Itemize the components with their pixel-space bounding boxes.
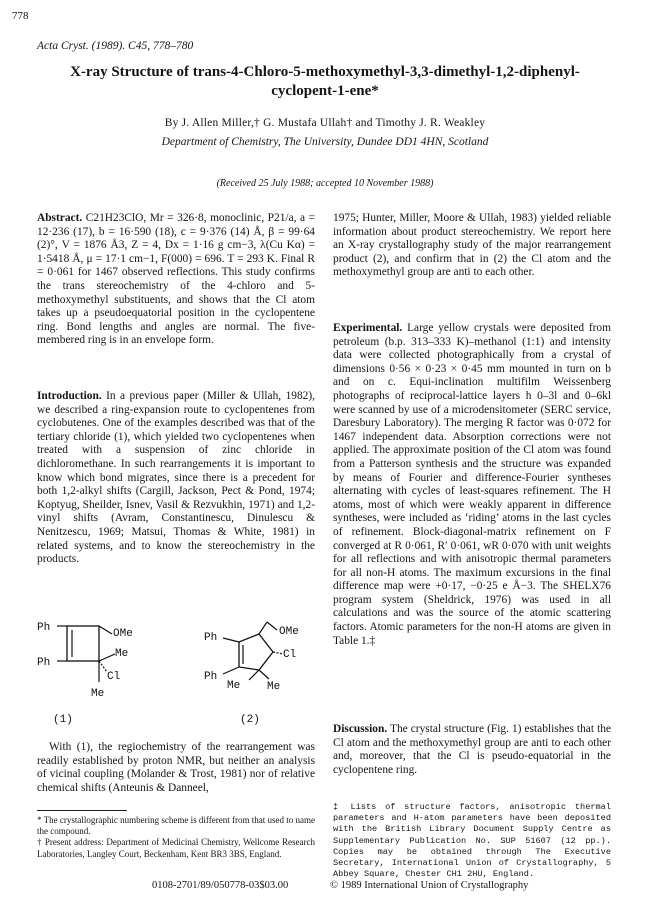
copyright: © 1989 International Union of Crystallography — [330, 880, 529, 891]
article-title — [20, 63, 630, 101]
c1-me-lower: Me — [91, 688, 105, 700]
reaction-scheme — [37, 612, 315, 734]
c2-ph-top: Ph — [204, 632, 218, 644]
c2-ome: OMe — [279, 626, 299, 638]
compound-2-label: (2) — [240, 714, 260, 726]
page-number: 778 — [12, 10, 29, 22]
abstract-text: C21H23ClO, Mr = 326·8, monoclinic, P21/a, a = 12·236 (17), b = 16·590 (18), c = 9·376 (14) Å, β = 99·64 (2)°, V = 1876 Å3, Z = 4, Dx = 1·16 g cm−3, λ(Cu Kα) = 1·5418 Å, μ = 17·1 cm−1, F(000) = 696. T = 293 K. Final R = 0·061 for 1467 observed reflections. This study confirms the trans stereochemistry of the 4-chloro and 5-methoxymethyl substituents, and shows that the Cl atom takes up a pseudoequatorial position in the cyclopentene ring. Bond lengths and angles are normal. The five-membered ring is in an envelope form. — [37, 212, 315, 347]
c1-me-upper: Me — [115, 648, 129, 660]
introduction-section — [37, 390, 315, 567]
c1-ph-top: Ph — [37, 622, 51, 634]
discussion-section — [333, 723, 611, 777]
footnote-divider — [37, 810, 127, 811]
c1-ome: OMe — [113, 628, 133, 640]
right-top-paragraph: 1975; Hunter, Miller, Moore & Ullah, 1983) yielded reliable information about product stereochemistry. We report here an X-ray crystallography study of the major rearrangement product (2), and confirm that in (2) the Cl atom and the methoxymethyl group are anti to each other. — [333, 212, 611, 279]
discussion-label: Discussion. — [333, 723, 388, 735]
right-footnote: ‡ Lists of structure factors, anisotropic thermal parameters and H-atom parameters have been deposited with the British Library Document Supply Centre as Supplementary Publication No. SUP 51607 (12 pp.). Copies may be obtained through The Executive Secretary, International Union of Crystallography, 5 Abbey Square, Chester CH1 2HU, England. — [333, 802, 611, 880]
received-dates: (Received 25 July 1988; accepted 10 November 1988) — [216, 178, 434, 189]
c2-cl: Cl — [283, 649, 297, 661]
issn-price: 0108-2701/89/050778-03$03.00 — [152, 880, 289, 891]
abstract-label: Abstract. — [37, 212, 83, 224]
experimental-section — [333, 322, 611, 648]
experimental-text: Large yellow crystals were deposited from petroleum (b.p. 313–333 K)–methanol (1:1) and intensity data were collected photographically from a crystal of dimensions 0·56 × 0·23 × 0·45 mm mounted in turn on b and on c. Equi-inclination multifilm Weissenberg photographs of reciprocal-lattice layers h 0–3l and 0–6kl were scanned by use of a microdensitometer (SERC service, Daresbury Laboratory). The merging R factor was 0·072 for 1467 independent data. Absorption corrections were not applied. The approximate position of the Cl atom was found from a Patterson synthesis and the structure was expanded by means of Fourier and difference-Fourier syntheses alternating with cycles of least-squares refinement. The H atoms, most of which were weakly apparent in difference syntheses, were included as ‘riding’ atoms in the last cycles of refinement. Block-diagonal-matrix refinement on F converged at R 0·061, R′ 0·061, wR 0·070 with unit weights for all reflections and with anisotropic thermal parameters for all non-H atoms. The maximum excursions in the final difference map were +0·17, −0·25 e Å−3. The SHELX76 program system (Sheldrick, 1976) was used in all calculations and was the source of the atomic scattering factors. Atomic parameters for the non-H atoms are given in Table 1.‡ — [333, 322, 611, 647]
introduction-label: Introduction. — [37, 390, 102, 402]
footnote-dagger: † Present address: Department of Medicinal Chemistry, Wellcome Research Laboratories, Langley Court, Beckenham, Kent BR3 3BS, England. — [37, 837, 315, 859]
footnote-star: * The crystallographic numbering scheme is different from that used to name the compound. — [37, 815, 315, 837]
author-list: By J. Allen Miller,† G. Mustafa Ullah† and Timothy J. R. Weakley — [164, 117, 486, 129]
compound-1-structure — [37, 622, 133, 726]
compound-1-label: (1) — [53, 714, 73, 726]
left-footnotes — [37, 815, 315, 860]
discussion-text: The crystal structure (Fig. 1) establishes that the Cl atom and the methoxymethyl group are anti to each other and, moreover, that the Cl is pseudo-equatorial in the cyclopentene ring. — [333, 723, 611, 776]
title-line-1: X-ray Structure of trans-4-Chloro-5-methoxymethyl-3,3-dimethyl-1,2-diphenyl- — [70, 64, 580, 80]
affiliation: Department of Chemistry, The University, Dundee DD1 4HN, Scotland — [161, 136, 489, 148]
compound-2-structure — [204, 622, 299, 726]
title-line-2: cyclopent-1-ene* — [271, 83, 379, 99]
experimental-label: Experimental. — [333, 322, 403, 334]
introduction-text: In a previous paper (Miller & Ullah, 1982), we described a ring-expansion route to cyclopentenes from cyclobutenes. One of the examples described was that of the tertiary chloride (1), which yielded two cyclopentenes when treated with a suspension of zinc chloride in dichloromethane. In such rearrangements it is important to know which bond migrates, since there is a precedent for both 1,2-alkyl shifts (Cargill, Jackson, Pect & Pond, 1974; Koptyug, Sheilder, Isnev, Vasil & Rezvukhin, 1971) and 1,2-vinyl shifts (Avram, Constantinescu, Dinulescu & Nenitzescu, 1969; Matsui, Thomas & White, 1981) in related systems, and to know the stereochemistry in the products. — [37, 390, 315, 566]
c2-ph-bottom: Ph — [204, 671, 218, 683]
c1-ph-bottom: Ph — [37, 657, 51, 669]
journal-citation: Acta Cryst. (1989). C45, 778–780 — [37, 40, 194, 52]
c2-me-left: Me — [227, 680, 241, 692]
c2-me-right: Me — [267, 681, 281, 693]
after-scheme-paragraph: With (1), the regiochemistry of the rearrangement was readily established by proton NMR, but neither an analysis of vicinal coupling (Molander & Trost, 1981) nor of relative chemical shifts (Anteunis & Danneel, — [37, 741, 315, 794]
abstract-section — [37, 212, 315, 348]
c1-cl: Cl — [107, 671, 121, 683]
